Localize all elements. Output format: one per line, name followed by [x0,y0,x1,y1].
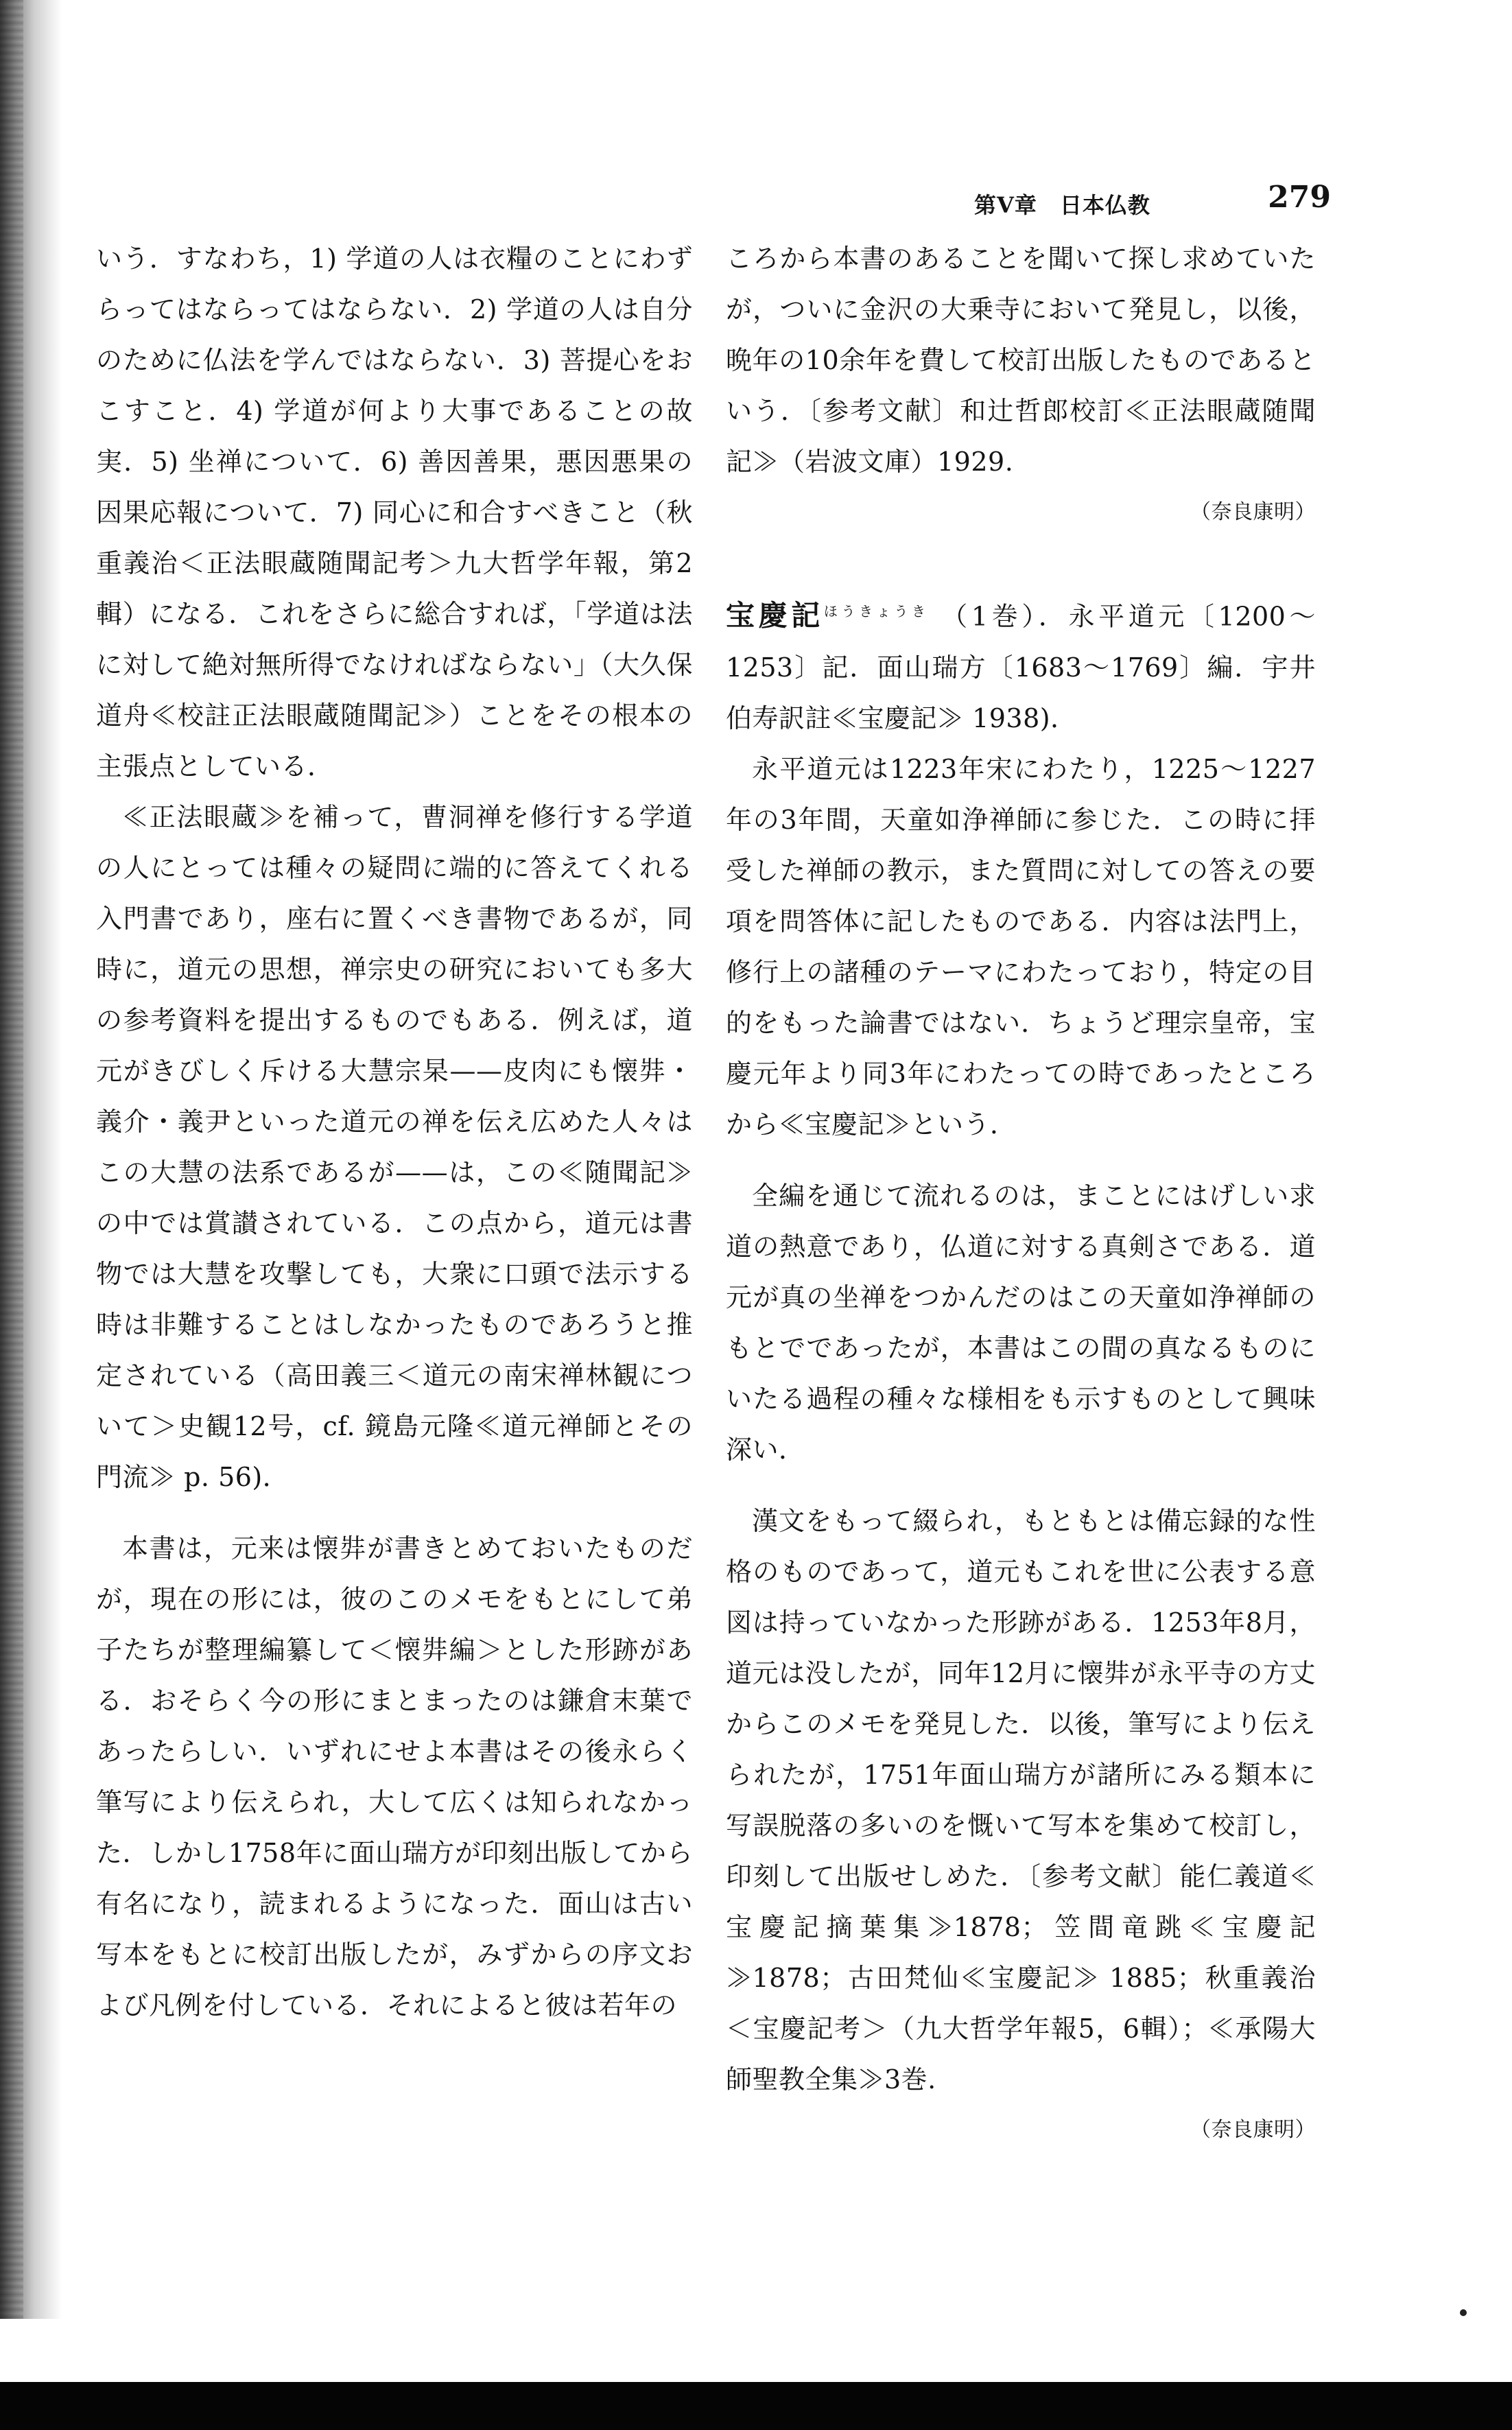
left-paragraph-2: ≪正法眼蔵≫を補って，曹洞禅を修行する学道の人にとっては種々の疑問に端的に答えてくれる入門書であり，座右に置くべき書物であるが，同時に，道元の思想，禅宗史の研究においても多大の参考資料を提出するものでもある．例えば，道元がきびしく斥ける大慧宗杲——皮肉にも懐弉・義介・義尹といった道元の禅を伝え広めた人々はこの大慧の法系であるが——は，この≪随聞記≫の中では賞讃されている．この点から，道元は書物では大慧を攻撃しても，大衆に口頭で法示する時は非難することはしなかったものであろうと推定されている（高田義三＜道元の南宋禅林観について＞史観12号，cf. 鏡島元隆≪道元禅師とその門流≫ p. 56)． [96,802,693,1492]
left-paragraph-3: 本書は，元来は懐弉が書きとめておいたものだが，現在の形には，彼のこのメモをもとにして弟子たちが整理編纂して＜懐弉編＞とした形跡がある．おそらく今の形にまとまったのは鎌倉末葉であったらしい．いずれにせよ本書はその後永らく筆写により伝えられ，大して広くは知られなかった．しかし1758年に面山瑞方が印刻出版してから有名になり，読まれるようになった．面山は古い写本をもとに校訂出版したが，みずからの序文および凡例を付している．それによると彼は若年の [96,1533,693,2020]
speck-mark [1460,2309,1467,2316]
right-paragraph-3: 漢文をもって綴られ，もともとは備忘録的な性格のものであって，道元もこれを世に公表する意図は持っていなかった形跡がある．1253年8月，道元は没したが，同年12月に懐弉が永平寺の方丈からこのメモを発見した．以後，筆写により伝えられたが，1751年面山瑞方が諸所にみる類本に写誤脱落の多いのを慨いて写本を集めて校訂し，印刻して出版せしめた．〔参考文献〕能仁義道≪宝慶記摘葉集≫1878；笠間竜跳≪宝慶記≫1878；古田梵仙≪宝慶記≫ 1885；秋重義治＜宝慶記考＞（九大哲学年報5，6輯）；≪承陽大師聖教全集≫3巻. [726,1505,1316,2095]
right-paragraph-1: 永平道元は1223年宋にわたり，1225～1227年の3年間，天童如浄禅師に参じた．この時に拝受した禅師の教示，また質問に対しての答えの要項を問答体に記したものである．内容は法門上，修行上の諸種のテーマにわたっており，特定の目的をもった論書ではない．ちょうど理宗皇帝，宝慶元年より同3年にわたっての時であったところから≪宝慶記≫という． [726,753,1316,1140]
scan-bottom-border [0,2382,1512,2430]
entry-title: 宝慶記 [726,598,824,633]
author-signature-2: （奈良康明） [1190,2117,1316,2142]
page-number: 279 [1268,180,1331,215]
author-signature-1: （奈良康明） [1190,500,1316,524]
right-paragraph-2: 全編を通じて流れるのは，まことにはげしい求道の熱意であり，仏道に対する真剣さである．道元が真の坐禅をつかんだのはこの天童如浄禅師のもとでであったが，本書はこの間の真なるものにいたる過程の種々な様相をも示すものとして興味深い． [726,1180,1316,1465]
entry-reading: ほうきょうき [823,603,930,620]
left-column [96,233,693,2031]
running-header [974,180,1331,221]
left-paragraph-1: いう．すなわち，1) 学道の人は衣糧のことにわずらってはならってはならない．2) 学道の人は自分のために仏法を学んではならない．3) 菩提心をおこすこと．4) 学道が何より大事であることの故実．5) 坐禅について．6) 善因善果，悪因悪果の因果応報について．7) 同心に和合すべきこと（秋重義治＜正法眼蔵随聞記考＞九大哲学年報，第2輯）になる．これをさらに総合すれば，「学道は法に対して絶対無所得でなければならない」（大久保道舟≪校註正法眼蔵随聞記≫）ことをその根本の主張点としている． [96,244,693,781]
right-continuation: ころから本書のあることを聞いて探し求めていたが，ついに金沢の大乗寺において発見し，以後，晩年の10余年を費して校訂出版したものであるという．〔参考文献〕和辻哲郎校訂≪正法眼蔵随聞記≫（岩波文庫）1929. [726,244,1316,477]
scan-edge-texture [0,0,23,2319]
chapter-title: 第Ⅴ章 日本仏教 [974,192,1150,218]
dictionary-entry-hokyoki [726,586,1316,2156]
right-column [726,233,1316,2156]
entry-info: （1巻）．永平道元〔1200～1253〕記．面山瑞方〔1683～1769〕編．宇井伯寿訳註≪宝慶記≫ 1938)． [726,601,1316,733]
